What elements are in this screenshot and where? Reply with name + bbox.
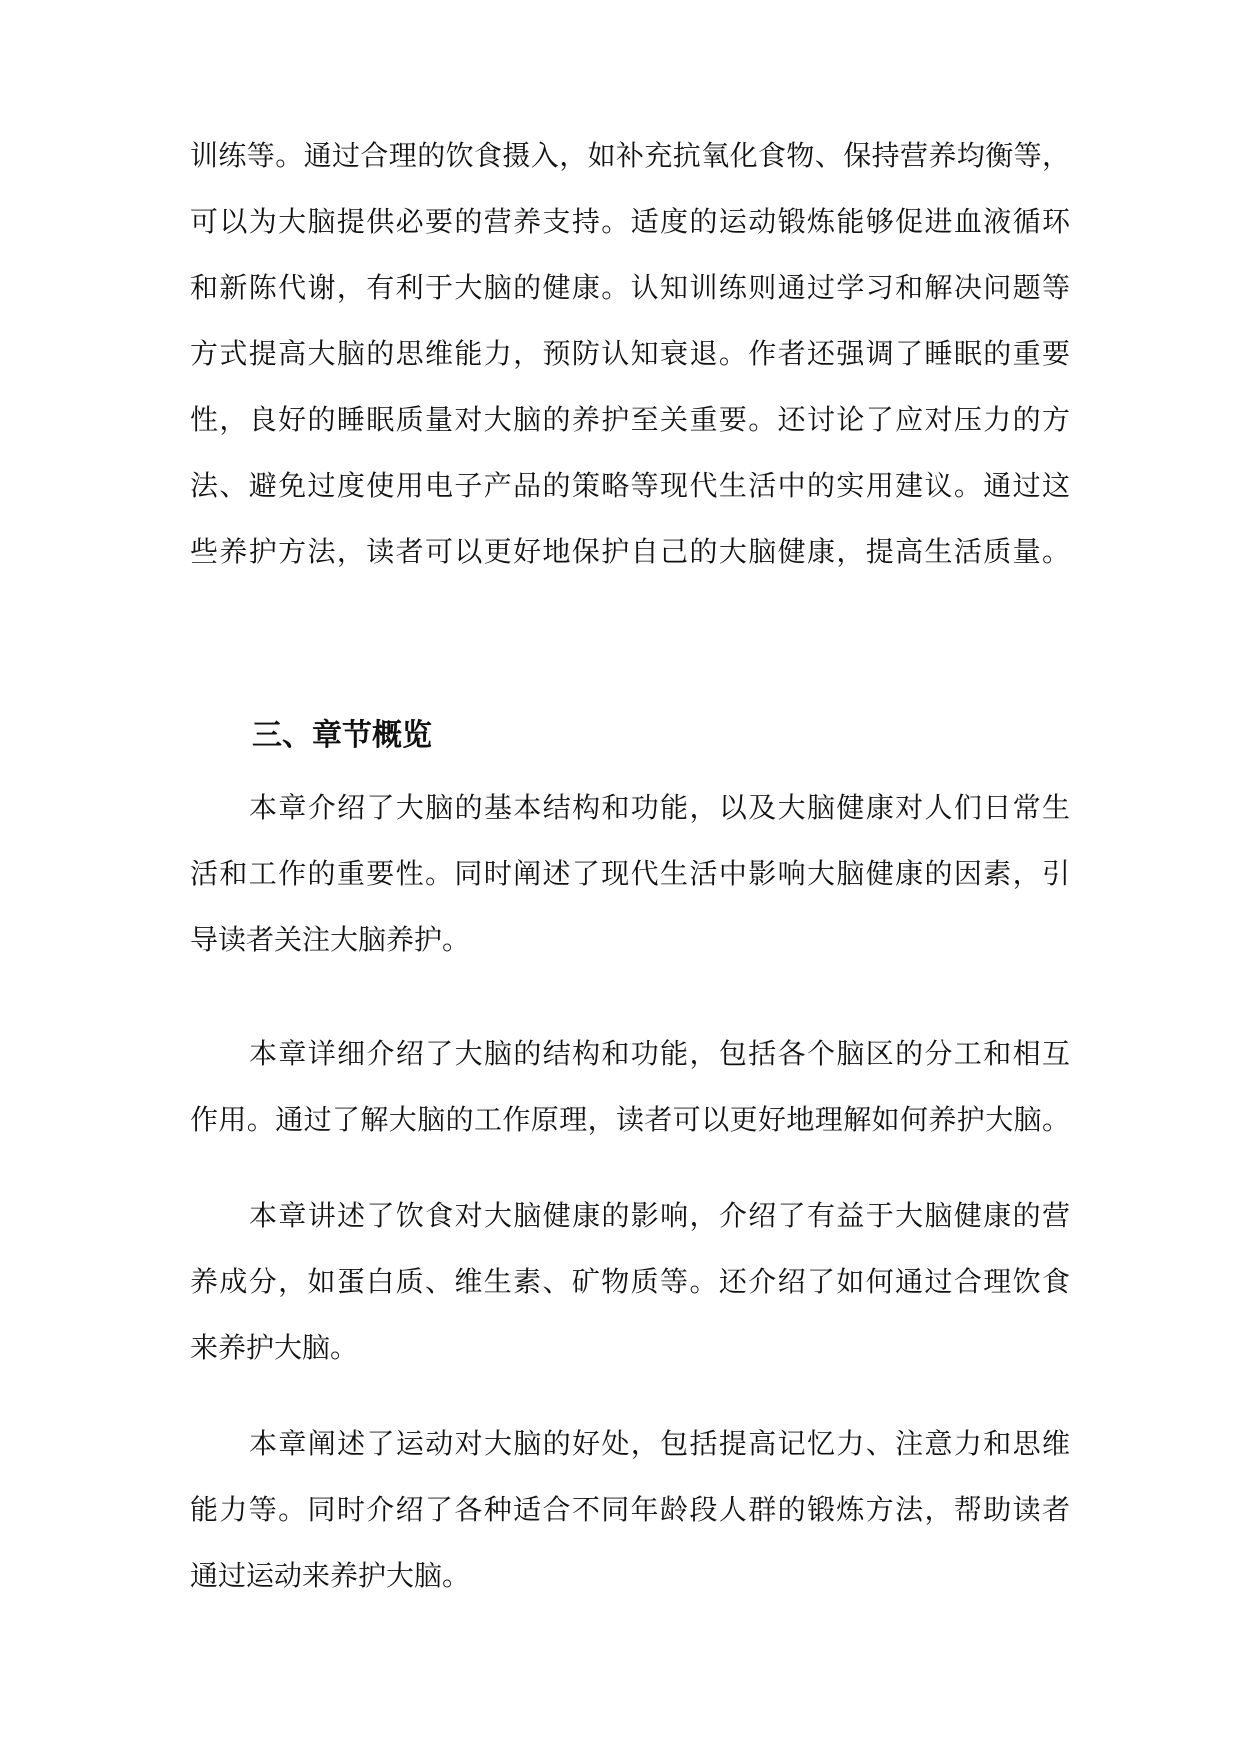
text-line: 活和工作的重要性。同时阐述了现代生活中影响大脑健康的因素，引 bbox=[190, 857, 1070, 890]
text-line: 能力等。同时介绍了各种适合不同年龄段人群的锻炼方法，帮助读者 bbox=[190, 1493, 1070, 1526]
text-line: 训练等。通过合理的饮食摄入，如补充抗氧化食物、保持营养均衡等， bbox=[190, 139, 1070, 172]
text-line: 和新陈代谢，有利于大脑的健康。认知训练则通过学习和解决问题等 bbox=[190, 271, 1070, 304]
text-line: 本章介绍了大脑的基本结构和功能，以及大脑健康对人们日常生 bbox=[249, 791, 1070, 824]
text-line: 可以为大脑提供必要的营养支持。适度的运动锻炼能够促进血液循环 bbox=[190, 205, 1070, 238]
text-line: 些养护方法，读者可以更好地保护自己的大脑健康，提高生活质量。 bbox=[190, 535, 1070, 568]
text-line: 性，良好的睡眠质量对大脑的养护至关重要。还讨论了应对压力的方 bbox=[190, 403, 1070, 436]
text-line: 方式提高大脑的思维能力，预防认知衰退。作者还强调了睡眠的重要 bbox=[190, 337, 1070, 370]
text-line: 本章阐述了运动对大脑的好处，包括提高记忆力、注意力和思维 bbox=[249, 1427, 1070, 1460]
text-line: 作用。通过了解大脑的工作原理，读者可以更好地理解如何养护大脑。 bbox=[190, 1103, 1070, 1136]
text-line: 本章详细介绍了大脑的结构和功能，包括各个脑区的分工和相互 bbox=[249, 1037, 1070, 1070]
text-line: 法、避免过度使用电子产品的策略等现代生活中的实用建议。通过这 bbox=[190, 469, 1070, 502]
text-line: 通过运动来养护大脑。 bbox=[190, 1559, 471, 1592]
section-heading: 三、章节概览 bbox=[252, 718, 432, 753]
text-line: 养成分，如蛋白质、维生素、矿物质等。还介绍了如何通过合理饮食 bbox=[190, 1265, 1070, 1298]
text-line: 来养护大脑。 bbox=[190, 1331, 359, 1364]
text-line: 导读者关注大脑养护。 bbox=[190, 923, 471, 956]
text-line: 本章讲述了饮食对大脑健康的影响，介绍了有益于大脑健康的营 bbox=[249, 1199, 1070, 1232]
